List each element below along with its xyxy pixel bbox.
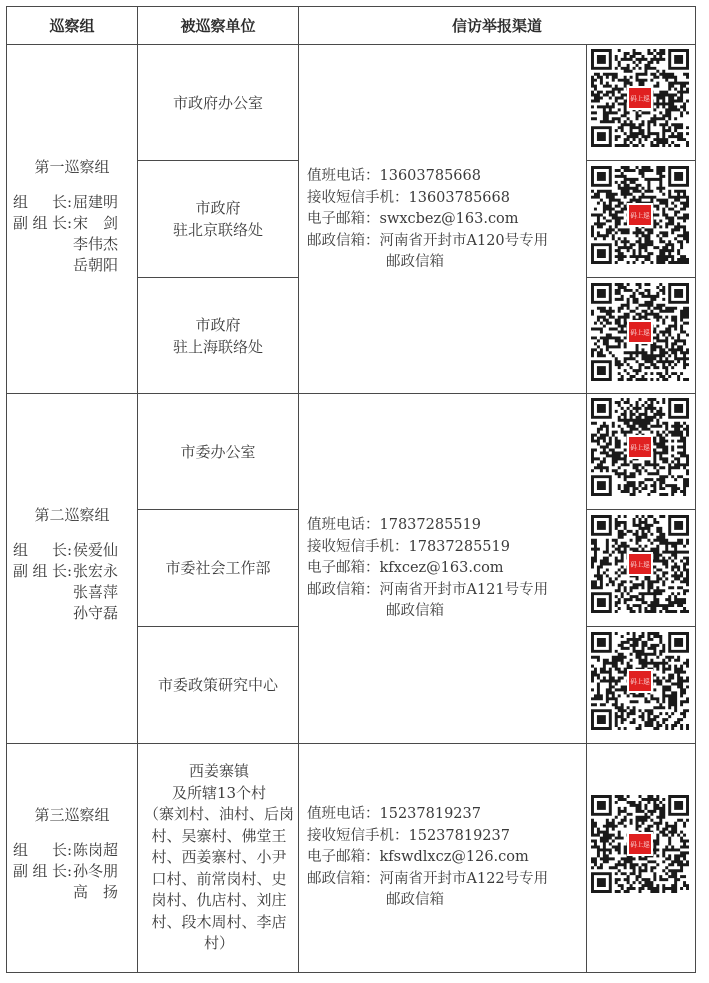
mail-label: 邮政信箱：: [307, 870, 380, 887]
qr-pattern: [591, 795, 689, 893]
deputy-name: 孙冬朋: [73, 862, 119, 880]
group-3-info: 第三巡察组 组长 : 陈岗超 副组长 : 孙冬朋 高 扬: [7, 805, 137, 903]
qr-code[interactable]: [591, 283, 689, 381]
deputy-name: 李伟杰: [73, 235, 119, 253]
group-2-info: 第二巡察组 组长 : 侯爱仙 副组长 : 张宏永 张喜萍 孙守磊: [7, 505, 137, 624]
unit-cell: 市政府办公室: [172, 93, 263, 112]
qr-code[interactable]: [591, 398, 689, 496]
mail-label: 邮政信箱：: [307, 581, 380, 598]
header-channel: 信访举报渠道: [451, 17, 542, 35]
unit-cell: 西姜寨镇 及所辖13个村 （寨刘村、油村、后岗 村、吴寨村、佛堂王 村、西姜寨村、小尹 口村、前常岗村、史 岗村、仇店村、刘庄 村、段木周村、李店 村）: [143, 762, 294, 952]
leader-role: 组长: [13, 193, 67, 211]
leader-name: 屈建明: [73, 193, 119, 211]
mail-value: 河南省开封市A121号专用: [379, 581, 549, 598]
unit-cell: 市政府 驻北京联络处: [172, 199, 263, 239]
deputy-name: 高 扬: [73, 883, 119, 901]
qr-badge-text: 码上巡: [630, 94, 650, 103]
sms-value[interactable]: 13603785668: [408, 189, 510, 206]
unit-cell: 市委社会工作部: [165, 559, 271, 577]
phone-label: 值班电话：: [307, 517, 380, 533]
group-name: 第三巡察组: [34, 806, 110, 824]
qr-code[interactable]: [591, 795, 689, 893]
phone-label: 值班电话：: [307, 168, 380, 184]
deputy-name: 孙守磊: [73, 604, 119, 622]
contact-block-2: [307, 515, 589, 623]
sms-label: 接收短信手机：: [307, 827, 409, 844]
sms-value[interactable]: 15237819237: [408, 827, 510, 844]
deputy-name: 宋 剑: [73, 214, 119, 232]
sms-value[interactable]: 17837285519: [408, 538, 510, 555]
qr-pattern: [591, 283, 689, 381]
group-name: 第一巡察组: [34, 158, 110, 176]
unit-cell: 市政府 驻上海联络处: [172, 315, 263, 356]
deputy-role: 副组长: [13, 562, 67, 580]
header-unit: 被巡察单位: [180, 17, 256, 35]
leader-role: 组长: [13, 541, 67, 559]
group-1-info: 第一巡察组 组长 : 屈建明 副组长 : 宋 剑 李伟杰 岳朝阳: [7, 157, 137, 276]
contact-block-1: [307, 166, 589, 274]
phone-value[interactable]: 13603785668: [379, 168, 481, 184]
unit-cell: 市委办公室: [180, 442, 256, 461]
qr-pattern: [591, 632, 689, 730]
email-label: 电子邮箱：: [307, 849, 380, 865]
qr-pattern: [591, 515, 689, 613]
mail-value-cont: 邮政信箱: [386, 254, 444, 270]
mail-label: 邮政信箱：: [307, 232, 380, 249]
sms-label: 接收短信手机：: [307, 189, 409, 206]
qr-badge-text: 码上巡: [630, 211, 650, 220]
qr-badge-text: 码上巡: [630, 560, 650, 569]
mail-value: 河南省开封市A122号专用: [379, 870, 549, 887]
mail-value-cont: 邮政信箱: [386, 892, 444, 908]
leader-name: 侯爱仙: [73, 541, 119, 559]
inspection-table: [6, 6, 696, 973]
leader-name: 陈岗超: [73, 841, 119, 859]
qr-pattern: [591, 166, 689, 264]
mail-value: 河南省开封市A120号专用: [379, 232, 549, 249]
deputy-name: 岳朝阳: [73, 256, 119, 274]
phone-label: 值班电话：: [307, 806, 380, 822]
unit-cell: 市委政策研究中心: [157, 676, 278, 694]
qr-badge-text: 码上巡: [630, 443, 650, 452]
deputy-name: 张宏永: [73, 562, 119, 580]
deputy-role: 副组长: [13, 862, 67, 880]
contact-block-3: [307, 804, 589, 912]
mail-value-cont: 邮政信箱: [386, 603, 444, 619]
qr-badge-text: 码上巡: [630, 328, 650, 337]
qr-code[interactable]: [591, 166, 689, 264]
qr-code[interactable]: [591, 632, 689, 730]
email-value[interactable]: swxcbez@163.com: [379, 211, 519, 227]
qr-code[interactable]: [591, 515, 689, 613]
email-value[interactable]: kfxcez@163.com: [379, 560, 504, 576]
phone-value[interactable]: 15237819237: [379, 806, 481, 822]
email-value[interactable]: kfswdlxcz@126.com: [379, 849, 529, 865]
email-label: 电子邮箱：: [307, 560, 380, 576]
qr-pattern: [591, 398, 689, 496]
qr-badge-text: 码上巡: [630, 840, 650, 849]
deputy-name: 张喜萍: [73, 583, 119, 601]
leader-role: 组长: [13, 841, 67, 859]
group-name: 第二巡察组: [34, 506, 110, 524]
qr-pattern: [591, 49, 689, 147]
deputy-role: 副组长: [13, 214, 67, 232]
sms-label: 接收短信手机：: [307, 538, 409, 555]
qr-code[interactable]: [591, 49, 689, 147]
header-group: 巡察组: [49, 17, 95, 35]
email-label: 电子邮箱：: [307, 211, 380, 227]
qr-badge-text: 码上巡: [630, 677, 650, 686]
phone-value[interactable]: 17837285519: [379, 517, 481, 533]
